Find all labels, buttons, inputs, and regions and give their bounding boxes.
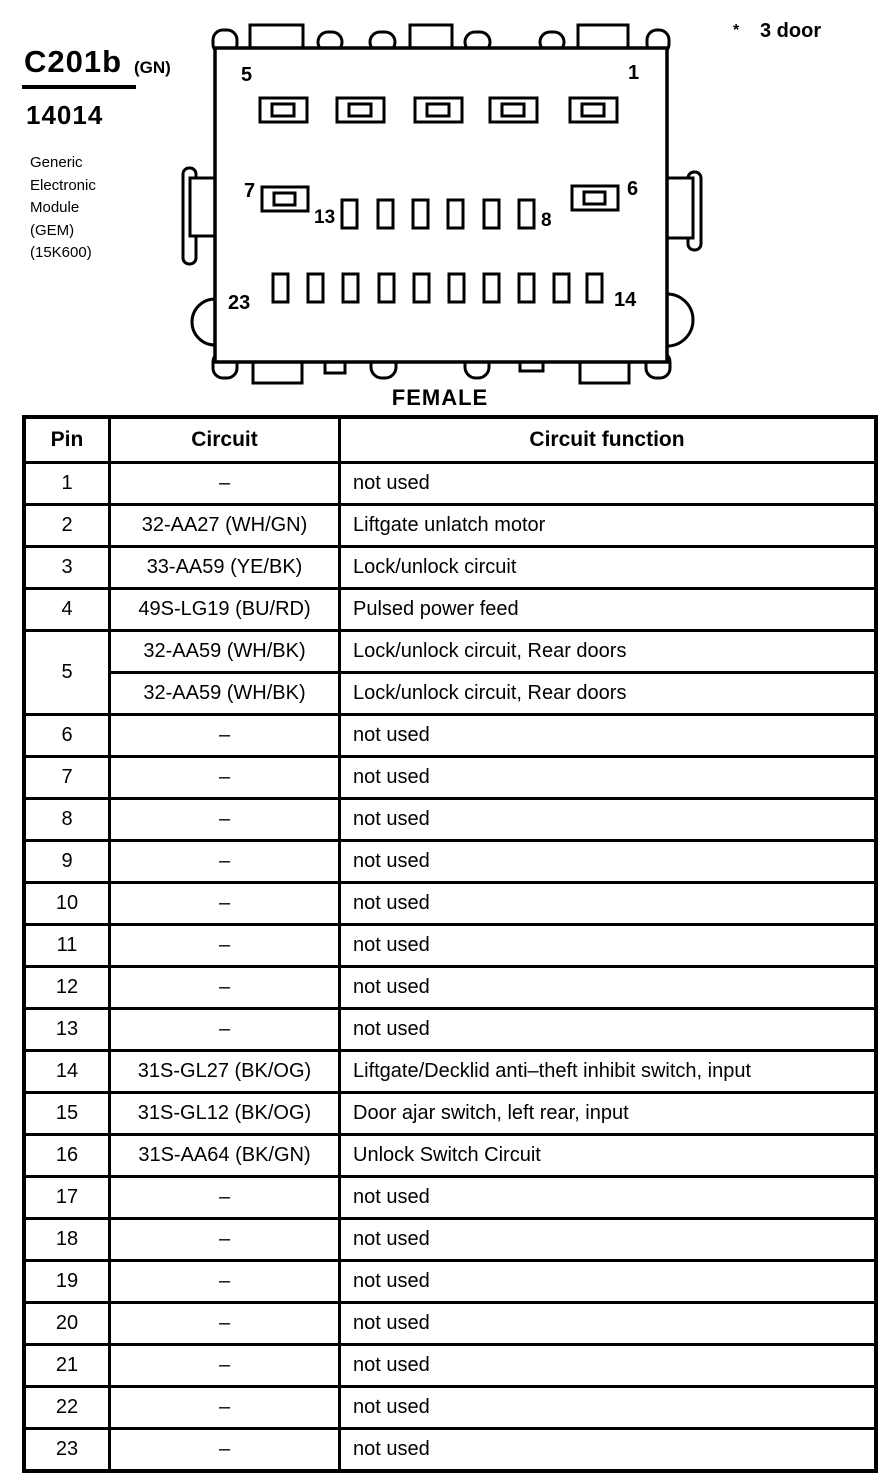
pin-slot-inner	[502, 104, 524, 116]
circuit-function-cell: Unlock Switch Circuit	[340, 1135, 877, 1177]
pin-cell: 13	[24, 1009, 110, 1051]
pin-number-label: 23	[228, 292, 251, 314]
table-row	[24, 673, 876, 715]
column-header-function: Circuit function	[340, 417, 877, 463]
pin-table	[22, 415, 878, 1473]
circuit-function-cell: Lock/unlock circuit	[340, 547, 877, 589]
module-description-line: (15K600)	[30, 244, 92, 261]
pin-number-label: 7	[244, 180, 256, 202]
column-header-pin: Pin	[24, 417, 110, 463]
pin-slot-inner	[582, 104, 604, 116]
pin-slot-small	[448, 200, 463, 228]
pin-slot-small	[484, 274, 499, 302]
table-row	[24, 799, 876, 841]
pin-cell: 10	[24, 883, 110, 925]
pin-slot-inner	[427, 104, 449, 116]
column-header-circuit: Circuit	[110, 417, 340, 463]
pin-cell: 7	[24, 757, 110, 799]
circuit-function-cell: not used	[340, 1387, 877, 1429]
circuit-function-cell: not used	[340, 841, 877, 883]
circuit-function-cell: not used	[340, 1345, 877, 1387]
circuit-cell: 33-AA59 (YE/BK)	[110, 547, 340, 589]
pin-cell: 4	[24, 589, 110, 631]
connector-left-bracket	[190, 178, 217, 236]
table-row	[24, 463, 876, 505]
table-row	[24, 1387, 876, 1429]
circuit-cell: –	[110, 925, 340, 967]
pin-slot-inner	[274, 193, 295, 205]
pin-number-label: 5	[241, 64, 253, 86]
circuit-cell: 32-AA59 (WH/BK)	[110, 631, 340, 673]
pin-number-label: 13	[314, 207, 336, 228]
circuit-cell: –	[110, 967, 340, 1009]
circuit-cell: 31S-AA64 (BK/GN)	[110, 1135, 340, 1177]
circuit-function-cell: not used	[340, 1009, 877, 1051]
circuit-function-cell: not used	[340, 1177, 877, 1219]
module-description-line: (GEM)	[30, 221, 75, 239]
circuit-function-cell: not used	[340, 883, 877, 925]
circuit-function-cell: not used	[340, 1429, 877, 1472]
table-row	[24, 1219, 876, 1261]
circuit-function-cell: not used	[340, 799, 877, 841]
table-row	[24, 1177, 876, 1219]
circuit-cell: –	[110, 1345, 340, 1387]
circuit-cell: –	[110, 1177, 340, 1219]
pin-slot-small	[342, 200, 357, 228]
pin-slot-small	[414, 274, 429, 302]
table-row	[24, 841, 876, 883]
pin-slot-small	[587, 274, 602, 302]
connector-color-code: (GN)	[134, 58, 171, 77]
circuit-cell: 32-AA27 (WH/GN)	[110, 505, 340, 547]
pin-slot-small	[484, 200, 499, 228]
circuit-function-cell: Liftgate/Decklid anti–theft inhibit switch, input	[340, 1051, 877, 1093]
pin-slot-small	[413, 200, 428, 228]
pin-cell: 14	[24, 1051, 110, 1093]
circuit-cell: –	[110, 715, 340, 757]
circuit-function-cell: not used	[340, 967, 877, 1009]
footnote-asterisk: *	[733, 22, 740, 39]
circuit-cell: –	[110, 841, 340, 883]
connector-diagram	[0, 0, 884, 420]
pin-cell: 12	[24, 967, 110, 1009]
table-row	[24, 505, 876, 547]
circuit-cell: –	[110, 1303, 340, 1345]
pin-table-header	[24, 417, 876, 463]
pin-slot-small	[308, 274, 323, 302]
circuit-function-cell: Liftgate unlatch motor	[340, 505, 877, 547]
table-row	[24, 1303, 876, 1345]
pin-cell: 6	[24, 715, 110, 757]
circuit-cell: –	[110, 799, 340, 841]
pin-cell: 11	[24, 925, 110, 967]
circuit-function-cell: not used	[340, 1219, 877, 1261]
pin-cell: 19	[24, 1261, 110, 1303]
pin-number-label: 1	[628, 62, 640, 84]
pin-slot-small	[378, 200, 393, 228]
circuit-cell: –	[110, 883, 340, 925]
table-row	[24, 715, 876, 757]
pin-cell: 21	[24, 1345, 110, 1387]
circuit-cell: –	[110, 1219, 340, 1261]
pin-cell: 17	[24, 1177, 110, 1219]
pin-number-label: 8	[541, 210, 552, 231]
table-row	[24, 757, 876, 799]
circuit-cell: 49S-LG19 (BU/RD)	[110, 589, 340, 631]
pin-number-label: 14	[614, 289, 637, 311]
pin-cell: 9	[24, 841, 110, 883]
header-row	[24, 417, 876, 463]
pin-cell: 8	[24, 799, 110, 841]
pin-table-body	[24, 463, 876, 1472]
pin-cell: 3	[24, 547, 110, 589]
circuit-cell: –	[110, 1261, 340, 1303]
table-row	[24, 589, 876, 631]
circuit-function-cell: Lock/unlock circuit, Rear doors	[340, 673, 877, 715]
pin-cell: 22	[24, 1387, 110, 1429]
pin-cell: 18	[24, 1219, 110, 1261]
circuit-function-cell: Door ajar switch, left rear, input	[340, 1093, 877, 1135]
pin-slot-small	[519, 200, 534, 228]
circuit-function-cell: not used	[340, 1303, 877, 1345]
circuit-function-cell: Lock/unlock circuit, Rear doors	[340, 631, 877, 673]
circuit-function-cell: not used	[340, 1261, 877, 1303]
pin-cell: 1	[24, 463, 110, 505]
circuit-cell: –	[110, 757, 340, 799]
circuit-function-cell: not used	[340, 757, 877, 799]
table-row	[24, 1429, 876, 1472]
connector-id: C201b	[22, 44, 136, 89]
pin-slot-small	[449, 274, 464, 302]
table-row	[24, 883, 876, 925]
circuit-function-cell: not used	[340, 715, 877, 757]
table-row	[24, 1345, 876, 1387]
footnote-text: 3 door	[760, 20, 822, 42]
table-row	[24, 967, 876, 1009]
pin-cell: 20	[24, 1303, 110, 1345]
table-row	[24, 547, 876, 589]
connector-right-bracket	[666, 178, 693, 238]
table-row	[24, 1135, 876, 1177]
pin-slot-small	[273, 274, 288, 302]
circuit-cell: 32-AA59 (WH/BK)	[110, 673, 340, 715]
module-description-line: Module	[30, 199, 80, 216]
pin-slot-inner	[584, 192, 605, 204]
pin-cell: 15	[24, 1093, 110, 1135]
circuit-cell: –	[110, 1429, 340, 1472]
pin-cell: 5	[24, 631, 110, 715]
pin-slot-inner	[272, 104, 294, 116]
circuit-cell: –	[110, 1009, 340, 1051]
circuit-cell: 31S-GL12 (BK/OG)	[110, 1093, 340, 1135]
table-row	[24, 1051, 876, 1093]
pin-slot-small	[554, 274, 569, 302]
table-row	[24, 1261, 876, 1303]
module-description-line: Electronic	[30, 176, 96, 194]
pin-slot-small	[379, 274, 394, 302]
pin-slot-small	[343, 274, 358, 302]
pin-number-label: 6	[627, 178, 639, 200]
pin-slot-inner	[349, 104, 371, 116]
pin-cell: 23	[24, 1429, 110, 1472]
connector-view-label: FEMALE	[391, 385, 489, 410]
pin-slot-small	[519, 274, 534, 302]
pin-cell: 2	[24, 505, 110, 547]
module-description-line: Generic	[30, 154, 83, 171]
circuit-cell: –	[110, 463, 340, 505]
part-number: 14014	[26, 100, 104, 130]
table-row	[24, 1009, 876, 1051]
table-row	[24, 1093, 876, 1135]
table-row	[24, 631, 876, 673]
circuit-cell: –	[110, 1387, 340, 1429]
circuit-cell: 31S-GL27 (BK/OG)	[110, 1051, 340, 1093]
pin-cell: 16	[24, 1135, 110, 1177]
circuit-function-cell: Pulsed power feed	[340, 589, 877, 631]
circuit-function-cell: not used	[340, 463, 877, 505]
circuit-function-cell: not used	[340, 925, 877, 967]
table-row	[24, 925, 876, 967]
